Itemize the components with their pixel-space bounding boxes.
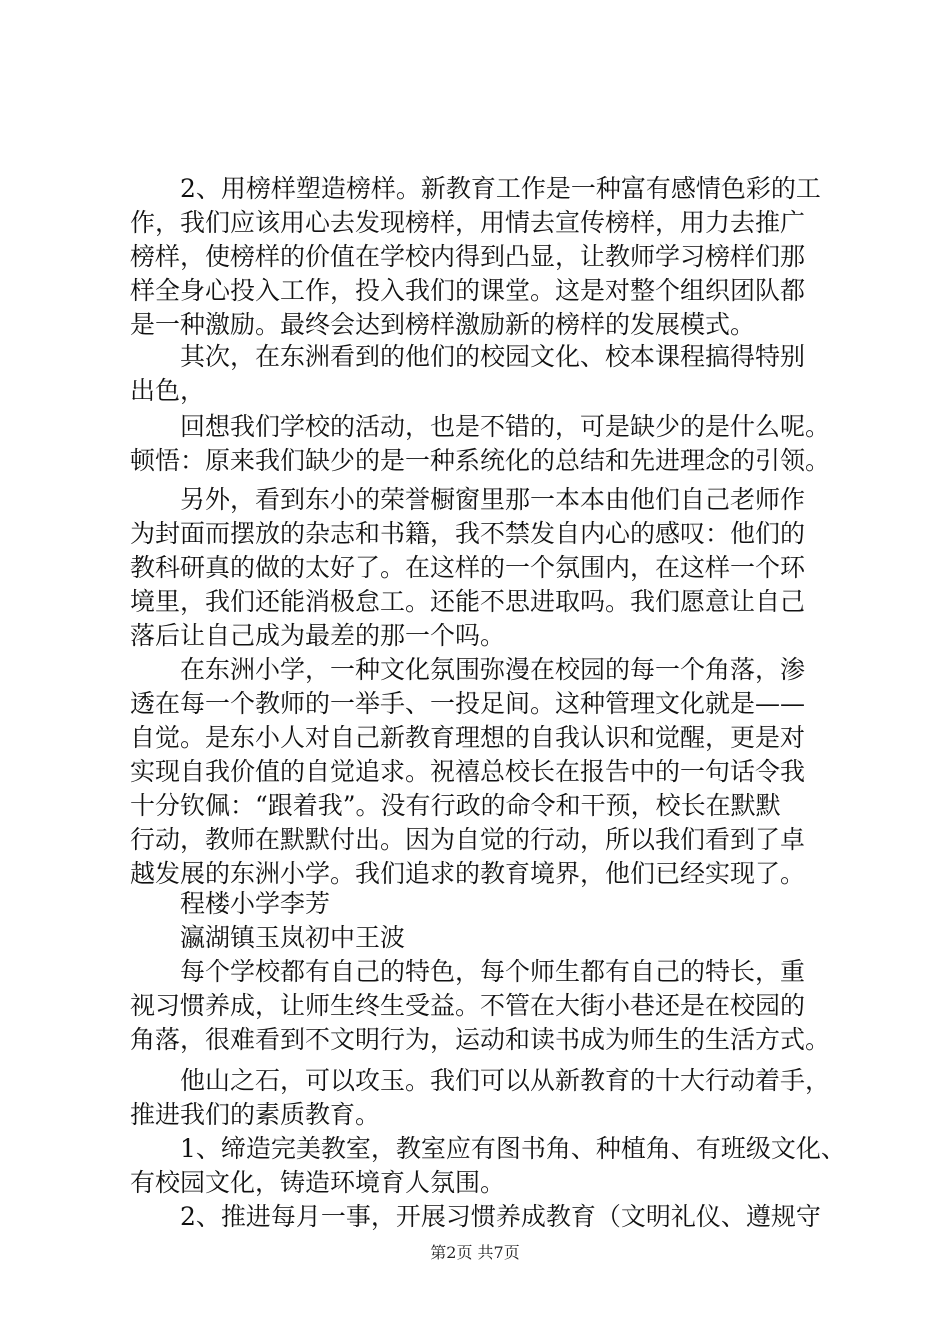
- text-line: 角落，很难看到不文明行为，运动和读书成为师生的生活方式。: [130, 1025, 831, 1054]
- text-line: 有校园文化，铸造环境育人氛围。: [130, 1168, 506, 1197]
- text-line: 落后让自己成为最差的那一个吗。: [130, 621, 506, 650]
- text-line: 作，我们应该用心去发现榜样，用情去宣传榜样，用力去推广: [130, 208, 806, 237]
- text-line: 推进我们的素质教育。: [130, 1100, 381, 1129]
- text-line: 另外，看到东小的荣誉橱窗里那一本本由他们自己老师作: [180, 485, 806, 514]
- text-line: 在东洲小学，一种文化氛围弥漫在校园的每一个角落，渗: [180, 655, 806, 684]
- text-line: 视习惯养成，让师生终生受益。不管在大街小巷还是在校园的: [130, 991, 806, 1020]
- text-line: 境里，我们还能消极怠工。还能不思进取吗。我们愿意让自己: [130, 587, 806, 616]
- text-line: 越发展的东洲小学。我们追求的教育境界，他们已经实现了。: [130, 859, 806, 888]
- text-line: 行动，教师在默默付出。因为自觉的行动，所以我们看到了卓: [130, 825, 806, 854]
- author-line: 程楼小学李芳: [180, 889, 331, 918]
- text-line: 他山之石，可以攻玉。我们可以从新教育的十大行动着手，: [180, 1066, 831, 1095]
- text-line: 是一种激励。最终会达到榜样激励新的榜样的发展模式。: [130, 310, 756, 339]
- text-line: 自觉。是东小人对自己新教育理想的自我认识和觉醒，更是对: [130, 723, 806, 752]
- text-line: 出色，: [130, 376, 206, 405]
- text-line: 1、缔造完美教室，教室应有图书角、种植角、有班级文化、: [180, 1134, 846, 1163]
- text-line: 十分钦佩：“跟着我”。没有行政的命令和干预，校长在默默: [130, 791, 781, 820]
- text-line: 实现自我价值的自觉追求。祝禧总校长在报告中的一句话令我: [130, 757, 806, 786]
- text-line: 教科研真的做的太好了。在这样的一个氛围内，在这样一个环: [130, 553, 806, 582]
- text-line: 为封面而摆放的杂志和书籍，我不禁发自内心的感叹：他们的: [130, 519, 806, 548]
- text-line: 顿悟：原来我们缺少的是一种系统化的总结和先进理念的引领。: [130, 446, 831, 475]
- text-line: 2、用榜样塑造榜样。新教育工作是一种富有感情色彩的工: [180, 174, 821, 203]
- page-number-footer: 第2页 共7页: [430, 1243, 520, 1262]
- text-line: 透在每一个教师的一举手、一投足间。这种管理文化就是——: [130, 689, 806, 718]
- text-line: 回想我们学校的活动，也是不错的，可是缺少的是什么呢。: [180, 412, 831, 441]
- text-line: 其次，在东洲看到的他们的校园文化、校本课程搞得特别: [180, 342, 806, 371]
- text-line: 2、推进每月一事，开展习惯养成教育（文明礼仪、遵规守: [180, 1202, 821, 1231]
- text-line: 榜样，使榜样的价值在学校内得到凸显，让教师学习榜样们那: [130, 242, 806, 271]
- text-line: 样全身心投入工作，投入我们的课堂。这是对整个组织团队都: [130, 276, 806, 305]
- author-line: 瀛湖镇玉岚初中王波: [180, 923, 406, 952]
- text-line: 每个学校都有自己的特色，每个师生都有自己的特长，重: [180, 957, 806, 986]
